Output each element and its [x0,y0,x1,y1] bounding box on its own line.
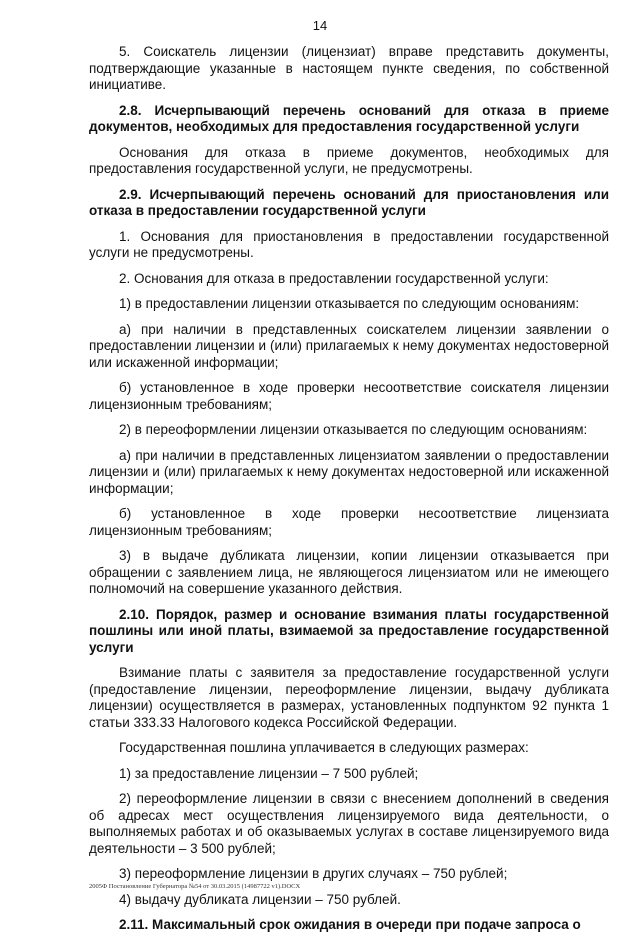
paragraph-fee-basis: Взимание платы с заявителя за предоставление государственной услуги (предоставление лицензии, переоформление лицензии, выдачу дубликата лицензии) осуществляется в размерах, установленных подпунктом 92 пункта 1 статьи 333.33 Налогового кодекса Российской Федерации. [89,665,609,730]
paragraph-applicant-documents: 5. Соискатель лицензии (лицензиат) вправе представить документы, подтверждающие указанные в настоящем пункте сведения, по собственной инициативе. [89,44,609,92]
heading-2-8: 2.8. Исчерпывающий перечень оснований для отказа в приеме документов, необходимых для предоставления государственной услуги [89,102,609,134]
heading-2-9: 2.9. Исчерпывающий перечень оснований для приостановления или отказа в предоставлении государственной услуги [89,186,609,218]
list-item-a-false-info-2: а) при наличии в представленных лицензиатом заявлении о предоставлении лицензии и (или) прилагаемых к нему документах недостоверной или искаженной информации; [89,447,609,496]
document-body [89,44,609,943]
paragraph-fee-amounts-intro: Государственная пошлина уплачивается в следующих размерах: [119,740,529,755]
heading-2-11: 2.11. Максимальный срок ожидания в очереди при подаче запроса о [119,917,581,932]
list-item-fee-licence: 1) за предоставление лицензии – 7 500 рублей; [119,765,419,781]
paragraph-refusal-grounds: 2. Основания для отказа в предоставлении государственной услуги: [119,270,549,286]
page-number: 14 [312,18,328,33]
list-item-licence-refusal: 1) в предоставлении лицензии отказывается по следующим основаниям: [119,296,580,311]
list-item-fee-reissue-other: 3) переоформление лицензии в других случаях – 750 рублей; [119,866,508,881]
list-item-fee-reissue-additions: 2) переоформление лицензии в связи с внесением дополнений в сведения об адресах мест осуществления лицензируемого вида деятельности, о выполняемых работах и об оказываемых услугах в составе лицензируемого вида деятельности – 3 500 рублей; [89,791,609,856]
list-item-duplicate-refusal: 3) в выдаче дубликата лицензии, копии лицензии отказывается при обращении с заявлением лица, не являющегося лицензиатом или не имеющего полномочий на совершение указанного действия. [89,548,609,596]
heading-2-10: 2.10. Порядок, размер и основание взимания платы государственной пошлины или иной платы, взимаемой за предоставление государственной услуги [89,606,609,655]
list-item-fee-duplicate: 4) выдачу дубликата лицензии – 750 рублей. [119,891,401,907]
document-footer: 2005Ф Постановление Губернатора №54 от 30.03.2015 (14987722 v1).DOCX [89,883,301,890]
paragraph-no-refusal-grounds: Основания для отказа в приеме документов, необходимых для предоставления государственной услуги, не предусмотрены. [89,144,609,176]
list-item-a-false-info: а) при наличии в представленных соискателем лицензии заявлении о предоставлении лицензии и (или) прилагаемых к нему документах недостоверной или искаженной информации; [89,321,609,370]
list-item-b-noncompliance: б) установленное в ходе проверки несоответствие соискателя лицензии лицензионным требованиям; [89,380,609,412]
paragraph-no-suspension: 1. Основания для приостановления в предоставлении государственной услуги не предусмотрены. [89,228,609,260]
list-item-b-noncompliance-2: б) установленное в ходе проверки несоответствие лицензиата лицензионным требованиям; [89,506,609,538]
list-item-reissue-refusal: 2) в переоформлении лицензии отказывается по следующим основаниям: [119,422,588,437]
